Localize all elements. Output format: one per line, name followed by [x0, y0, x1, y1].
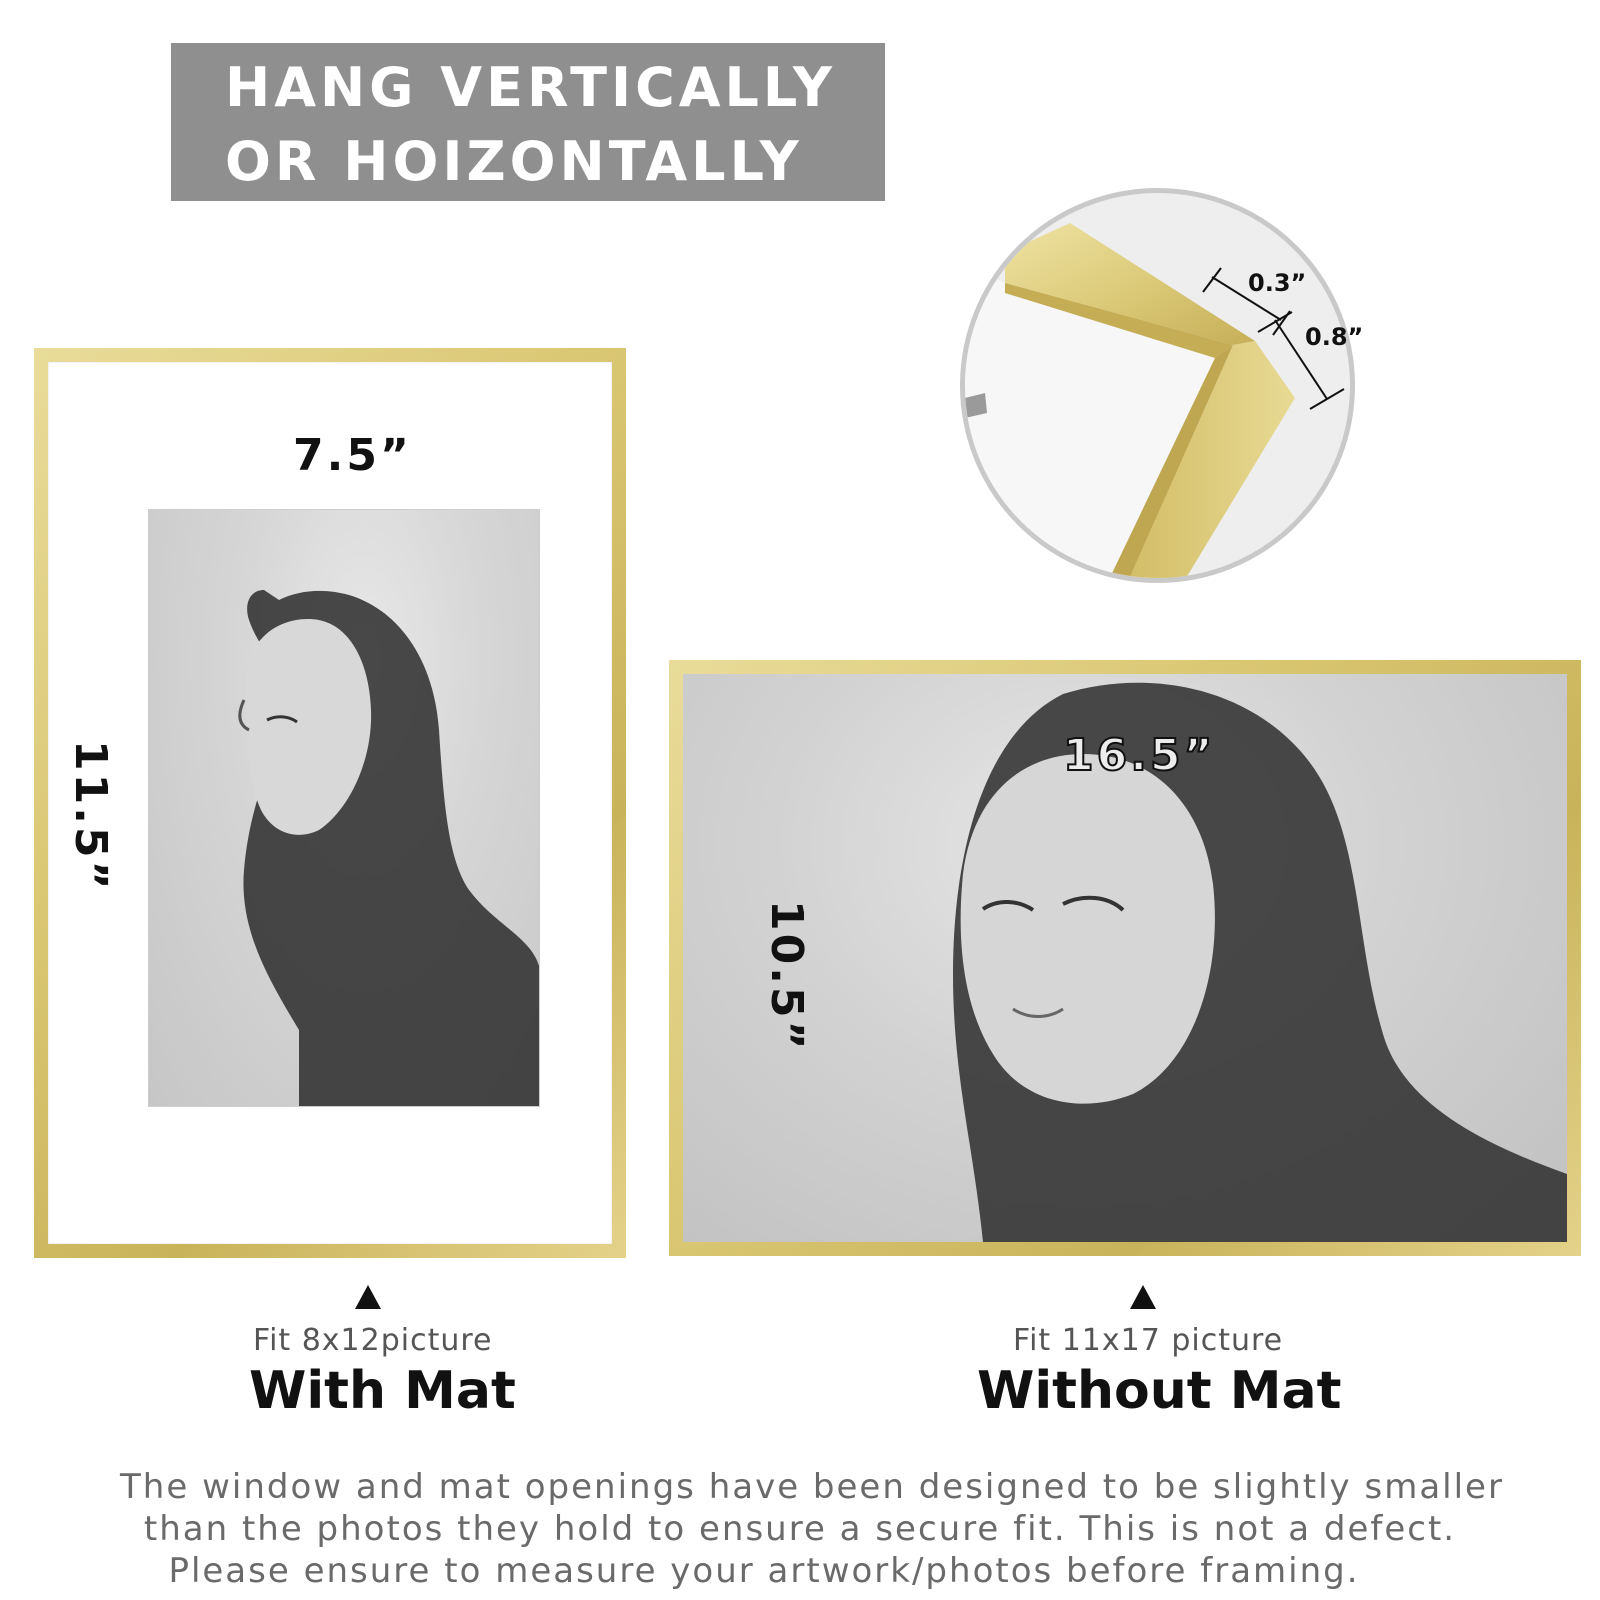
- with-mat-width-label: 7.5”: [293, 430, 412, 481]
- portrait-silhouette: [149, 510, 540, 1107]
- note-line-1: The window and mat openings have been designed to be slightly smaller: [120, 1467, 1504, 1507]
- frame-width-label: 0.8”: [1305, 323, 1364, 351]
- frame-thickness-label: 0.3”: [1248, 269, 1307, 297]
- up-arrow-icon: [355, 1285, 381, 1309]
- up-arrow-icon: [1130, 1285, 1156, 1309]
- portrait-photo-vertical: [148, 509, 540, 1107]
- with-mat-title: With Mat: [249, 1361, 516, 1421]
- with-mat-fit-text: Fit 8x12picture: [253, 1323, 493, 1358]
- banner-line-2: OR HOIZONTALLY: [225, 130, 803, 193]
- without-mat-fit-text: Fit 11x17 picture: [1013, 1323, 1284, 1358]
- frame-with-mat: [34, 348, 626, 1258]
- without-mat-height-label: 10.5”: [761, 900, 812, 1053]
- without-mat-title: Without Mat: [977, 1361, 1342, 1421]
- note-line-2: than the photos they hold to ensure a secure fit. This is not a defect.: [143, 1509, 1457, 1549]
- note-line-3: Please ensure to measure your artwork/photos before framing.: [168, 1551, 1360, 1591]
- banner-line-1: HANG VERTICALLY: [225, 56, 836, 119]
- without-mat-width-label: 16.5”: [1063, 730, 1216, 781]
- white-mat: [48, 362, 612, 1244]
- with-mat-height-label: 11.5”: [65, 740, 116, 893]
